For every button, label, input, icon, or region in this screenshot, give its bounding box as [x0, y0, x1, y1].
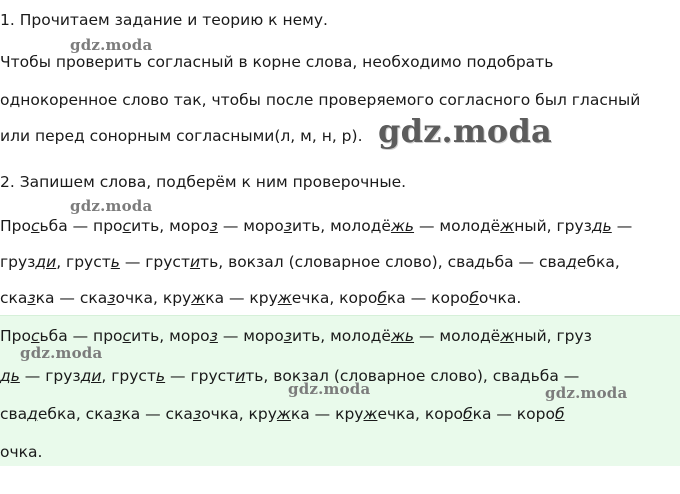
step-2-heading: 2. Запишем слова, подберём к ним проверочные.: [0, 173, 407, 191]
text-segment: ить, моро: [131, 327, 210, 345]
text-segment: — моро: [217, 217, 284, 235]
highlighted-letter: з: [113, 405, 122, 423]
highlighted-letter: ь: [110, 253, 120, 271]
text-segment: ка — коро: [386, 289, 470, 307]
text-segment: ьба — про: [39, 327, 123, 345]
highlighted-letter: ь: [155, 367, 166, 385]
text-segment: ебка, ска: [37, 405, 114, 423]
watermark-big: gdz.moda: [378, 112, 552, 150]
highlighted-letter: с: [30, 217, 40, 235]
highlighted-letter: с: [30, 327, 40, 345]
text-segment: ка — коро: [472, 405, 555, 423]
task-line-1: 1. Прочитаем задание и теорию к нему.: [0, 11, 328, 29]
highlighted-letter: з: [209, 217, 218, 235]
text-segment: ка — ска: [35, 289, 108, 307]
text-segment: , груст: [56, 253, 111, 271]
highlighted-letter: д: [566, 253, 577, 271]
text-segment: — молодё: [414, 217, 501, 235]
text-segment: Про: [0, 327, 31, 345]
text-segment: , груст: [101, 367, 156, 385]
highlighted-letter: с: [122, 327, 132, 345]
highlighted-letter: з: [209, 327, 218, 345]
highlighted-letter: з: [192, 405, 202, 423]
text-segment: ть, вокзал (словарное слово), сва: [200, 253, 475, 271]
text-segment: ечка, коро: [377, 405, 464, 423]
text-segment: ить, моро: [131, 217, 210, 235]
answer-line-3: [0, 404, 565, 424]
text-segment: ка — кру: [290, 405, 364, 423]
highlighted-letter: б: [463, 405, 473, 423]
text-segment: ьба — сва: [485, 253, 567, 271]
text-segment: — груст: [165, 367, 236, 385]
watermark-2: gdz.moda: [70, 197, 153, 215]
text-segment: сва: [0, 405, 28, 423]
words-line-3: [0, 288, 521, 308]
highlighted-letter: б: [469, 289, 479, 307]
highlighted-letter: з: [107, 289, 116, 307]
words-line-1: [0, 216, 632, 236]
highlighted-letter: д: [474, 253, 486, 271]
highlighted-letter: ж: [191, 289, 206, 307]
highlighted-letter: з: [283, 327, 293, 345]
highlighted-letter: дь: [0, 367, 20, 385]
text-segment: ска: [0, 289, 28, 307]
watermark-1: gdz.moda: [70, 36, 153, 54]
text-segment: очка.: [478, 289, 522, 307]
text-segment: ть, вокзал (словарное слово), свадьба —: [245, 367, 580, 385]
highlighted-letter: ж: [276, 405, 291, 423]
task-line-2: Чтобы проверить согласный в корне слова, необходимо подобрать: [0, 53, 554, 71]
text-segment: ьба — про: [39, 217, 123, 235]
task-line-3: однокоренное слово так, чтобы после проверяемого согласного был гласный: [0, 91, 641, 109]
highlighted-letter: д: [27, 405, 38, 423]
words-line-2: [0, 252, 620, 272]
highlighted-letter: б: [377, 289, 387, 307]
text-segment: очка, кру: [201, 405, 277, 423]
highlighted-letter: ж: [500, 217, 515, 235]
watermark-5: gdz.moda: [545, 384, 628, 402]
text-segment: ить, молодё: [292, 217, 391, 235]
text-segment: ка — кру: [205, 289, 278, 307]
highlighted-letter: и: [189, 253, 201, 271]
text-segment: очка, кру: [115, 289, 192, 307]
watermark-4: gdz.moda: [288, 380, 371, 398]
highlighted-letter: ж: [277, 289, 292, 307]
highlighted-letter: ж: [500, 327, 515, 345]
text-segment: — моро: [217, 327, 284, 345]
task-line-4: или перед сонорным согласными(л, м, н, р).: [0, 127, 363, 145]
highlighted-letter: б: [554, 405, 565, 423]
text-segment: ный, груз: [514, 327, 592, 345]
text-segment: —: [611, 217, 633, 235]
text-segment: — груст: [119, 253, 190, 271]
highlighted-letter: жь: [390, 327, 415, 345]
highlighted-letter: з: [27, 289, 36, 307]
text-segment: груз: [0, 253, 36, 271]
highlighted-letter: ди: [35, 253, 57, 271]
text-segment: ечка, коро: [291, 289, 378, 307]
highlighted-letter: жь: [390, 217, 415, 235]
watermark-3: gdz.moda: [20, 344, 103, 362]
text-segment: — груз: [19, 367, 81, 385]
text-segment: ка — ска: [121, 405, 193, 423]
text-segment: — молодё: [414, 327, 501, 345]
answer-line-4: очка.: [0, 443, 43, 461]
highlighted-letter: ж: [363, 405, 378, 423]
highlighted-letter: с: [122, 217, 132, 235]
text-segment: ебка,: [576, 253, 620, 271]
text-segment: Про: [0, 217, 31, 235]
highlighted-letter: з: [283, 217, 293, 235]
text-segment: ить, молодё: [292, 327, 391, 345]
highlighted-letter: дь: [591, 217, 612, 235]
highlighted-letter: ди: [80, 367, 102, 385]
text-segment: ный, груз: [514, 217, 592, 235]
highlighted-letter: и: [235, 367, 246, 385]
answer-line-1: [0, 326, 592, 346]
